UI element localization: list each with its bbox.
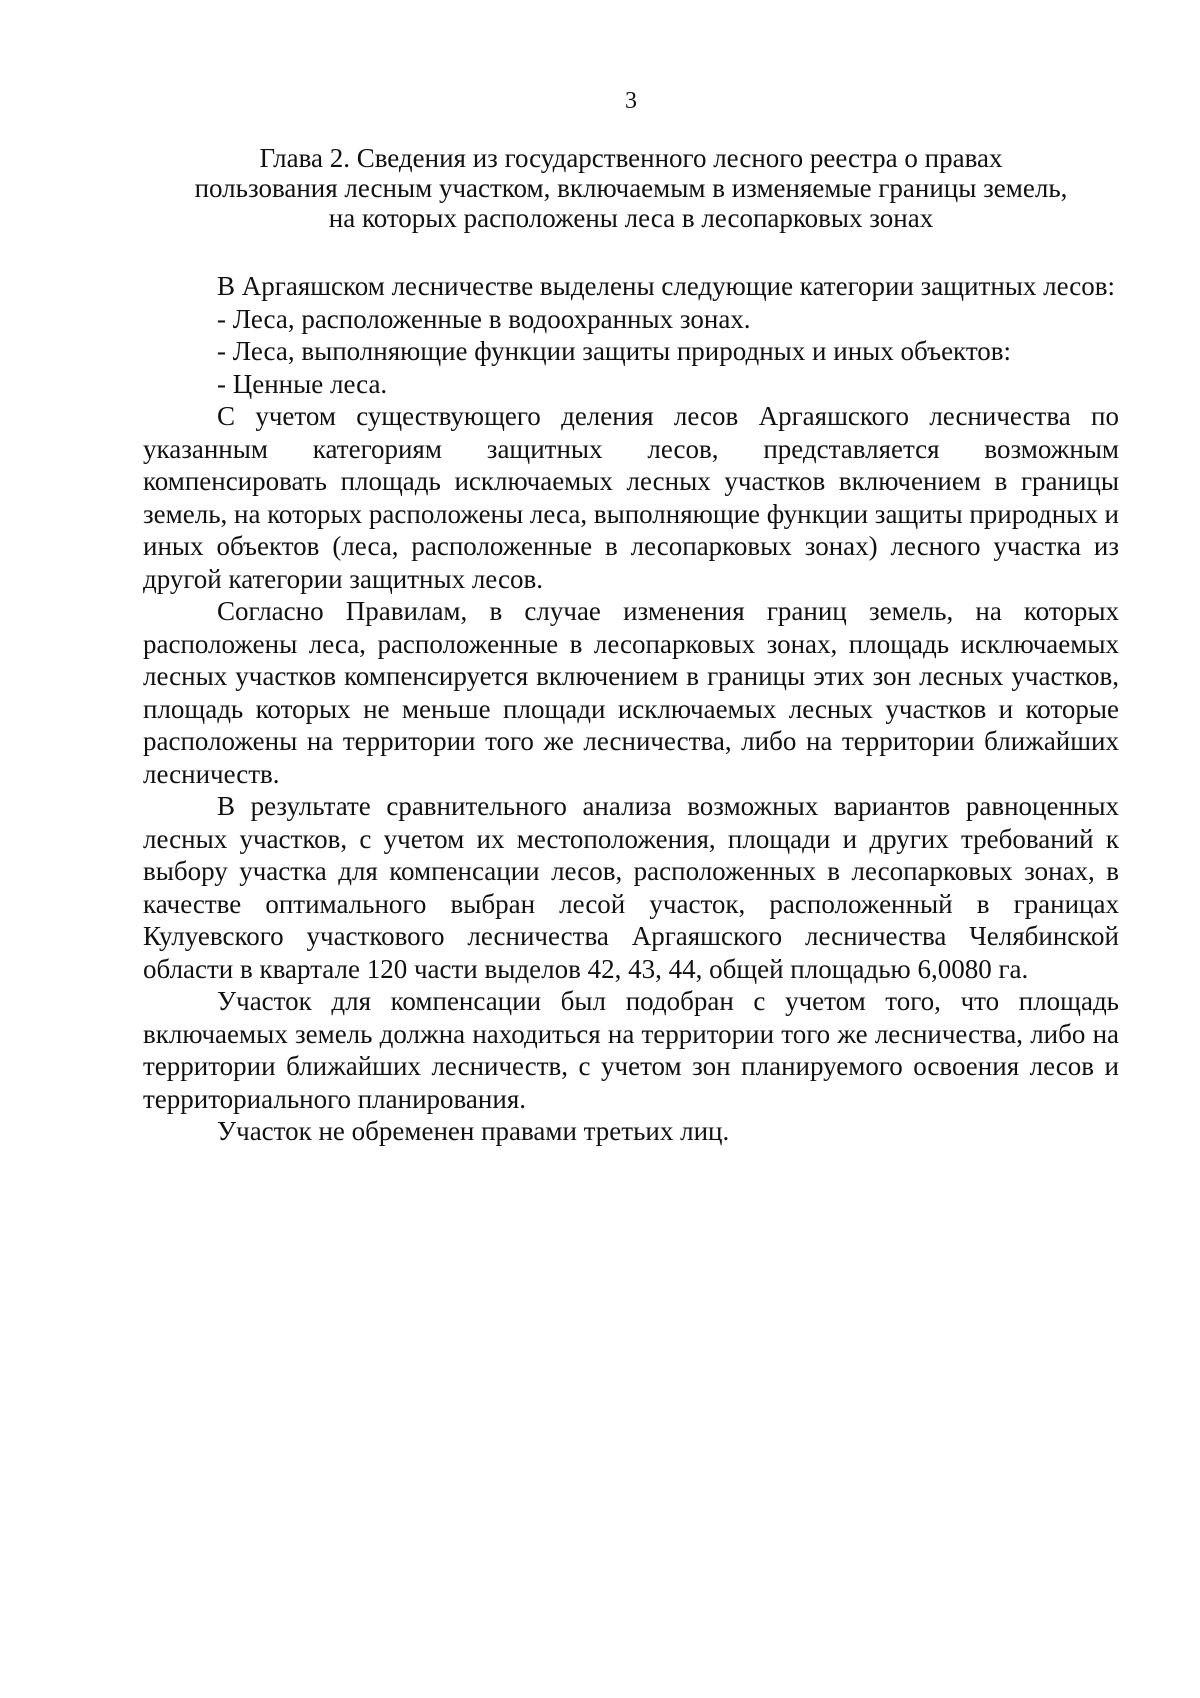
chapter-heading-line-1: Глава 2. Сведения из государственного лесного реестра о правах bbox=[259, 143, 1003, 173]
paragraph-compensation-possibility: С учетом существующего деления лесов Аргаяшского лесничества по указанным категориям защитных лесов, представляется возможным компенсировать площадь исключаемых лесных участков включением в границы земель, на которых расположены леса, выполняющие функции защиты природных и иных объектов (леса, расположенные в лесопарковых зонах) лесного участка из другой категории защитных лесов. bbox=[143, 401, 1120, 594]
chapter-heading-line-2: пользования лесным участком, включаемым в изменяемые границы земель, bbox=[194, 173, 1068, 203]
document-body bbox=[143, 270, 1119, 1148]
paragraph-rules: Согласно Правилам, в случае изменения границ земель, на которых расположены леса, расположенные в лесопарковых зонах, площадь исключаемых лесных участков компенсируется включением в границы этих зон лесных участков, площадь которых не меньше площади исключаемых лесных участков и которые расположены на территории того же лесничества, либо на территории ближайших лесничеств. bbox=[143, 596, 1119, 789]
paragraph-no-encumbrance: Участок не обременен правами третьих лиц. bbox=[217, 1116, 730, 1146]
list-item-valuable-forests: - Ценные леса. bbox=[217, 368, 388, 399]
chapter-heading-line-3: на которых расположены леса в лесопарковых зонах bbox=[328, 203, 934, 233]
page-number: 3 bbox=[625, 88, 637, 114]
chapter-heading bbox=[143, 143, 1119, 233]
list-item-water-protection: - Леса, расположенные в водоохранных зонах. bbox=[217, 303, 751, 334]
list-item-protective-functions: - Леса, выполняющие функции защиты природных и иных объектов: bbox=[217, 336, 1012, 366]
intro-paragraph: В Аргаяшском лесничестве выделены следующие категории защитных лесов: bbox=[217, 271, 1116, 301]
paragraph-analysis-result: В результате сравнительного анализа возможных вариантов равноценных лесных участков, с учетом их местоположения, площади и других требований к выбору участка для компенсации лесов, расположенных в лесопарковых зонах, в качестве оптимального выбран лесой участок, расположенный в границах Кулуевского участкового лесничества Аргаяшского лесничества Челябинской области в квартале 120 части выделов 42, 43, 44, общей площадью 6,0080 га. bbox=[143, 791, 1119, 984]
paragraph-selection-criteria: Участок для компенсации был подобран с учетом того, что площадь включаемых земель должна находиться на территории того же лесничества, либо на территории ближайших лесничеств, с учетом зон планируемого освоения лесов и территориального планирования. bbox=[143, 986, 1119, 1114]
